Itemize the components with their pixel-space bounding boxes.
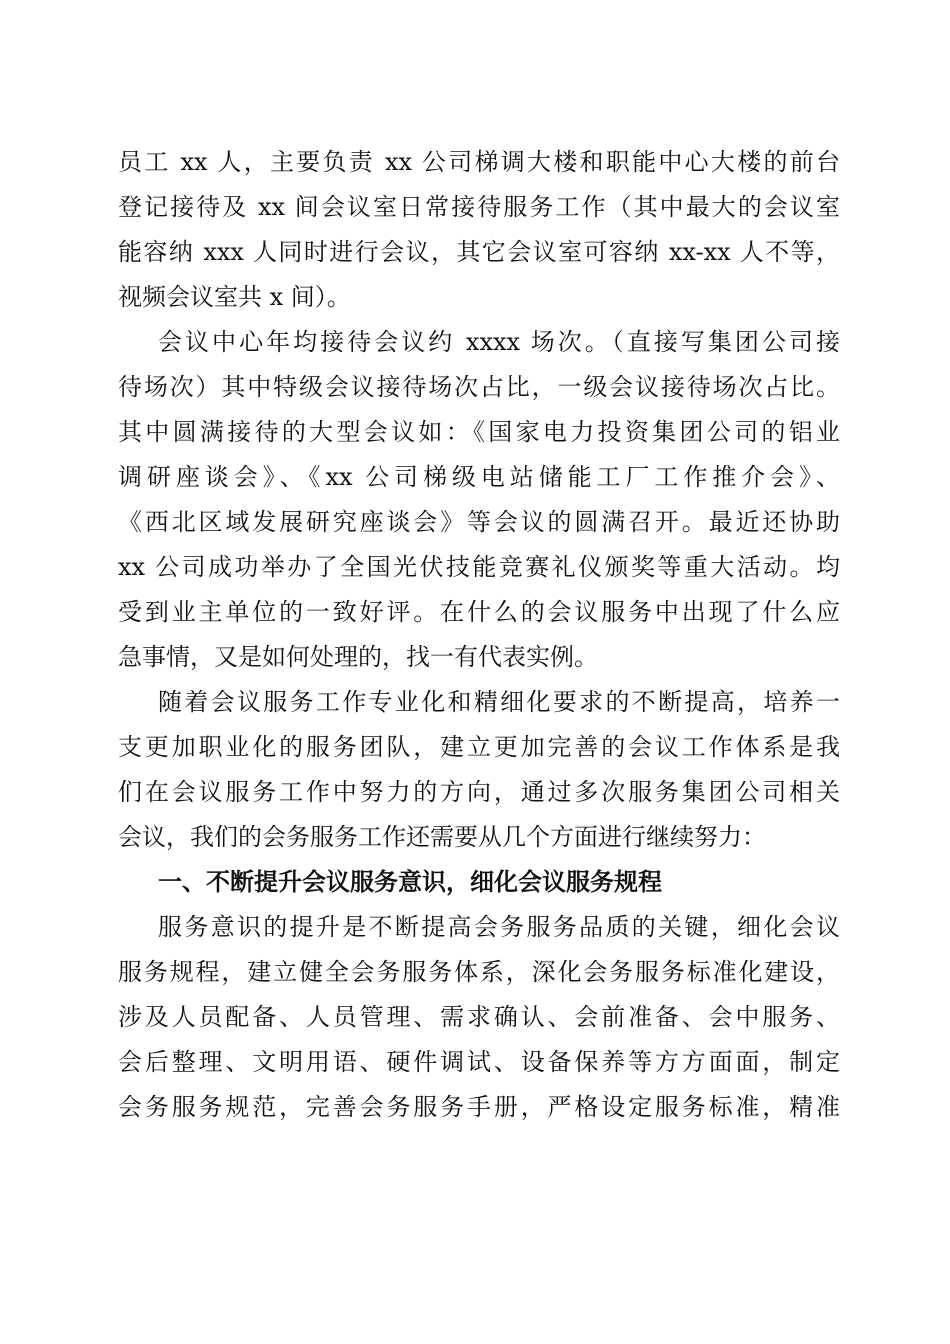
text-line: 调研座谈会》、《xx 公司梯级电站储能工厂工作推介会》、 <box>118 463 840 491</box>
text-line: xx 公司成功举办了全国光伏技能竞赛礼仪颁奖等重大活动。均 <box>118 553 840 581</box>
text-line: 会务服务规范，完善会务服务手册，严格设定服务标准，精准 <box>118 1093 840 1121</box>
paragraph <box>118 320 840 680</box>
text-line: 待场次）其中特级会议接待场次占比，一级会议接待场次占比。 <box>118 373 840 401</box>
text-line: 其中圆满接待的大型会议如：《国家电力投资集团公司的铝业 <box>118 418 840 446</box>
text-line: 服务意识的提升是不断提高会务服务品质的关键，细化会议 <box>158 913 840 941</box>
text-line: 视频会议室共 x 间）。 <box>118 283 351 311</box>
document-body <box>118 140 840 1130</box>
section-heading <box>118 860 840 905</box>
paragraph <box>118 140 840 320</box>
text-line: 能容纳 xxx 人同时进行会议，其它会议室可容纳 xx-xx 人不等， <box>118 238 840 266</box>
text-line: 们在会议服务工作中努力的方向，通过多次服务集团公司相关 <box>118 778 840 806</box>
text-line: 会议，我们的会务服务工作还需要从几个方面进行继续努力： <box>118 823 766 851</box>
text-line: 随着会议服务工作专业化和精细化要求的不断提高，培养一 <box>158 688 840 716</box>
text-line: 支更加职业化的服务团队，建立更加完善的会议工作体系是我 <box>118 733 840 761</box>
text-line: 会后整理、文明用语、硬件调试、设备保养等方方面面，制定 <box>118 1048 840 1076</box>
text-line: 涉及人员配备、人员管理、需求确认、会前准备、会中服务、 <box>118 1003 840 1031</box>
paragraph <box>118 680 840 860</box>
paragraph <box>118 905 840 1130</box>
text-line: 急事情，又是如何处理的，找一有代表实例。 <box>118 643 598 671</box>
text-line: 登记接待及 xx 间会议室日常接待服务工作（其中最大的会议室 <box>118 193 840 221</box>
text-line: 受到业主单位的一致好评。在什么的会议服务中出现了什么应 <box>118 598 840 626</box>
text-line: 员工 xx 人，主要负责 xx 公司梯调大楼和职能中心大楼的前台 <box>118 148 840 176</box>
text-line: 《西北区域发展研究座谈会》等会议的圆满召开。最近还协助 <box>118 508 840 536</box>
text-line: 服务规程，建立健全会务服务体系，深化会务服务标准化建设， <box>118 958 840 986</box>
heading-text: 一、不断提升会议服务意识，细化会议服务规程 <box>158 868 662 896</box>
text-line: 会议中心年均接待会议约 xxxx 场次。（直接写集团公司接 <box>158 328 840 356</box>
